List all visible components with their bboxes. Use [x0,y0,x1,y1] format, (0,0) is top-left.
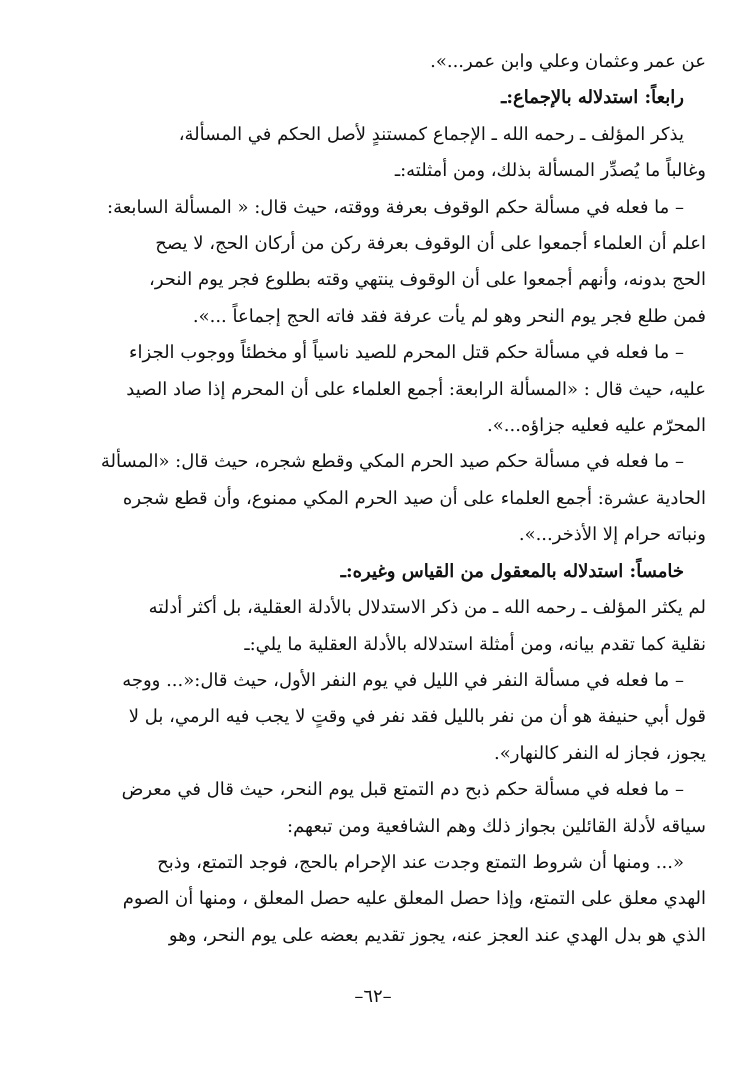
text-line: فمن طلع فجر يوم النحر وهو لم يأت عرفة فقد فاته الحج إجماعاً ...». [192,305,706,327]
text-line: الحادية عشرة: أجمع العلماء على أن صيد الحرم المكي ممنوع، وأن قطع شجره [122,487,706,509]
text-line: المحرّم عليه فعليه جزاؤه...». [487,415,706,437]
text-line: – ما فعله في مسألة حكم ذبح دم التمتع قبل يوم النحر، حيث قال في معرض [121,779,684,801]
paragraph-wuquf-example [40,190,706,336]
page-number: –٦٢– [354,986,392,1007]
text-line: لم يكثر المؤلف ـ رحمه الله ـ من ذكر الاستدلال بالأدلة العقلية، بل أكثر أدلته [148,597,706,619]
paragraph-sayd-example [40,335,706,444]
paragraph-haram-example [40,444,706,553]
text-line: الحج بدونه، وأنهم أجمعوا على أن الوقوف ينتهي وقته بطلوع فجر يوم النحر، [149,269,706,291]
text-line: ونباته حرام إلا الأذخر...». [518,524,706,546]
text-line: عليه، حيث قال : «المسألة الرابعة: أجمع العلماء على أن المحرم إذا صاد الصيد [126,378,706,400]
paragraph-tamattu-example [40,772,706,845]
text-line: الذي هو بدل الهدي عند العجز عنه، يجوز تقديم بعضه على يوم النحر، وهو [168,924,706,946]
text-line: – ما فعله في مسألة حكم صيد الحرم المكي وقطع شجره، حيث قال: «المسألة [100,451,684,473]
text-line: يجوز، فجاز له النفر كالنهار». [494,742,706,764]
text-line: نقلية كما تقدم بيانه، ومن أمثلة استدلاله بالأدلة العقلية ما يلي:ـ [244,633,706,655]
paragraph-reasoning-intro [40,590,706,663]
text-line: سياقه لأدلة القائلين بجواز ذلك وهم الشافعية ومن تبعهم: [287,815,706,837]
text-line: قول أبي حنيفة هو أن من نفر بالليل فقد نفر في وقتٍ لا يجب فيه الرمي، بل لا [128,706,706,728]
document-page [40,44,706,954]
intro-line: عن عمر وعثمان وعلي وابن عمر...». [430,51,706,72]
section-heading-consensus: رابعاً: استدلاله بالإجماع:ـ [501,87,684,109]
paragraph-quote [40,845,706,954]
text-line: وغالباً ما يُصدِّر المسألة بذلك، ومن أمثلته:ـ [394,160,706,182]
text-line: يذكر المؤلف ـ رحمه الله ـ الإجماع كمستندٍ لأصل الحكم في المسألة، [178,123,684,145]
text-line: اعلم أن العلماء أجمعوا على أن الوقوف بعرفة ركن من أركان الحج، لا يصح [155,233,706,255]
text-line: – ما فعله في مسألة حكم قتل المحرم للصيد ناسياً أو مخطئاً ووجوب الجزاء [129,342,684,364]
paragraph-nafr-example [40,663,706,772]
section-heading-reasoning: خامساً: استدلاله بالمعقول من القياس وغيره:ـ [340,560,684,582]
text-line: – ما فعله في مسألة النفر في الليل في يوم النفر الأول، حيث قال:«... ووجه [122,669,684,691]
paragraph-consensus-intro [40,117,706,190]
text-line: «... ومنها أن شروط التمتع وجدت عند الإحرام بالحج، فوجد التمتع، وذبح [157,851,684,873]
text-line: – ما فعله في مسألة حكم الوقوف بعرفة ووقته، حيث قال: « المسألة السابعة: [107,196,684,218]
text-line: الهدي معلق على التمتع، وإذا حصل المعلق عليه حصل المعلق ، ومنها أن الصوم [122,888,706,910]
